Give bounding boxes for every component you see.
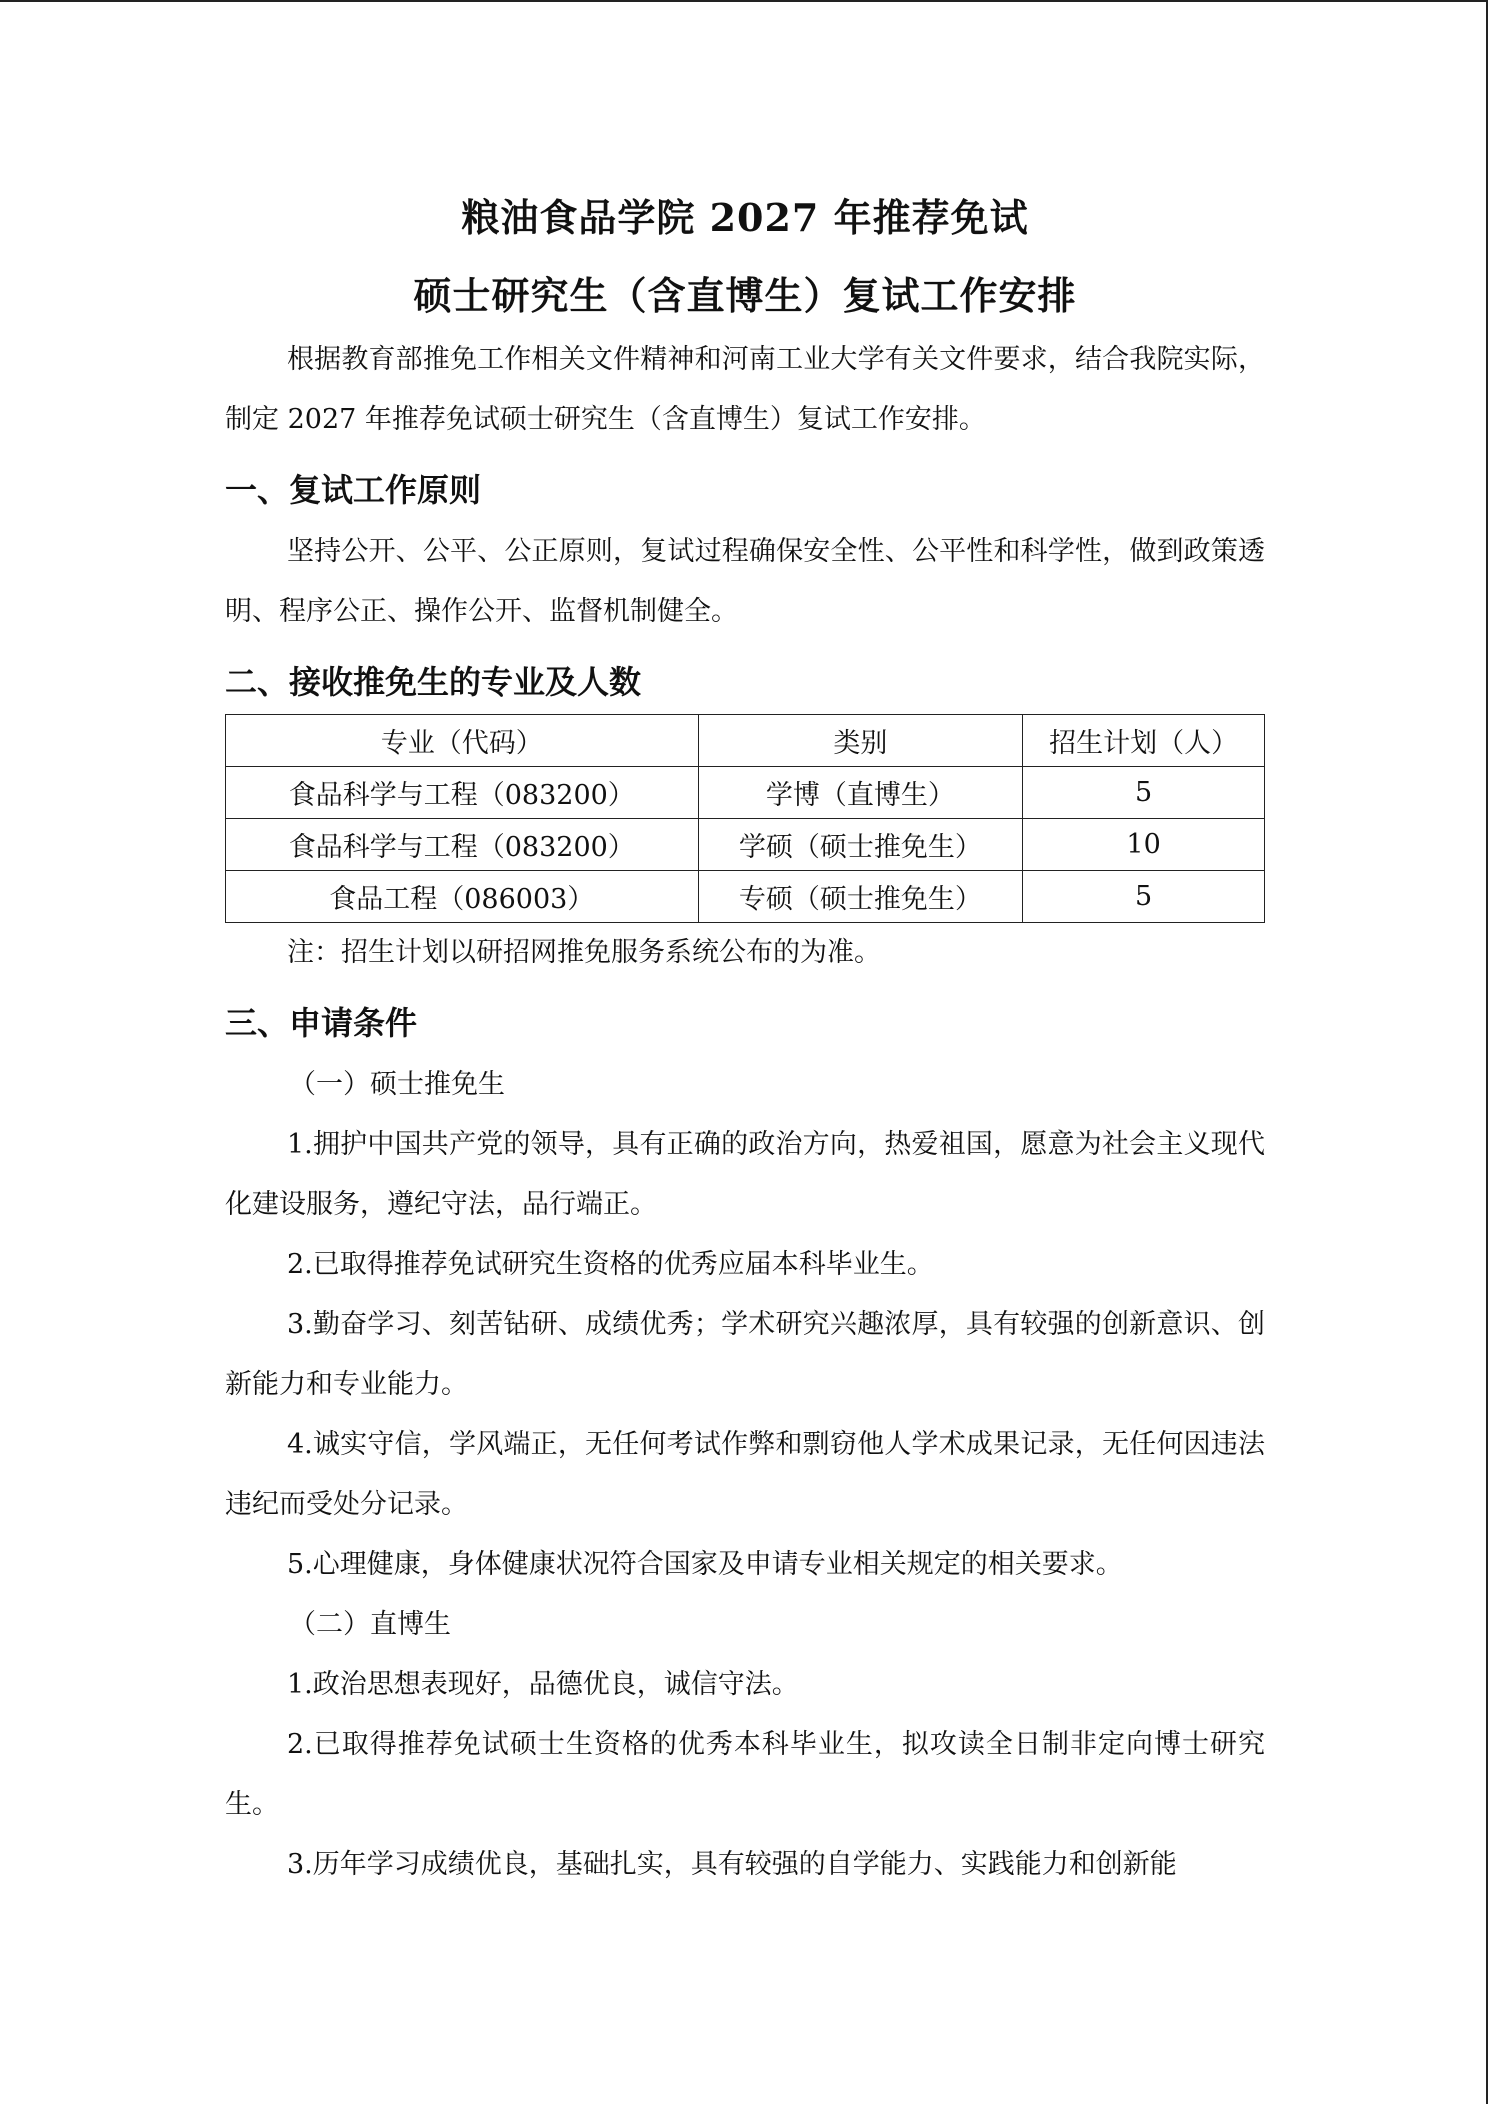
document-content	[225, 194, 1265, 1895]
table-row	[226, 819, 1265, 871]
table-header-cell: 类别	[698, 715, 1023, 767]
table-header-cell: 招生计划（人）	[1023, 715, 1265, 767]
section2-heading: 二、接收推免生的专业及人数	[225, 663, 642, 701]
table-cell: 学硕（硕士推免生）	[698, 819, 1023, 871]
section1-paragraph: 坚持公开、公平、公正原则，复试过程确保安全性、公平性和科学性，做到政策透明、程序公正、操作公开、监督机制健全。	[225, 536, 1265, 627]
section1-heading: 一、复试工作原则	[225, 471, 482, 509]
list-item: 1.政治思想表现好，品德优良，诚信守法。	[287, 1669, 799, 1700]
list-item: 2.已取得推荐免试研究生资格的优秀应届本科毕业生。	[287, 1249, 934, 1280]
list-item: 3.勤奋学习、刻苦钻研、成绩优秀；学术研究兴趣浓厚，具有较强的创新意识、创新能力和专业能力。	[225, 1309, 1265, 1400]
subsection-heading-master: （一）硕士推免生	[289, 1069, 505, 1100]
table-row	[226, 871, 1265, 923]
document-title-line2: 硕士研究生（含直博生）复试工作安排	[413, 273, 1077, 318]
table-header-cell: 专业（代码）	[226, 715, 699, 767]
list-item: 1.拥护中国共产党的领导，具有正确的政治方向，热爱祖国，愿意为社会主义现代化建设服务，遵纪守法，品行端正。	[225, 1129, 1265, 1220]
table-note: 注：招生计划以研招网推免服务系统公布的为准。	[287, 937, 881, 968]
quota-table	[225, 714, 1265, 923]
table-cell: 5	[1023, 871, 1265, 923]
table-cell: 10	[1023, 819, 1265, 871]
list-item: 3.历年学习成绩优良，基础扎实，具有较强的自学能力、实践能力和创新能	[287, 1849, 1177, 1880]
list-item: 4.诚实守信，学风端正，无任何考试作弊和剽窃他人学术成果记录，无任何因违法违纪而受处分记录。	[225, 1429, 1265, 1520]
table-row	[226, 767, 1265, 819]
table-cell: 食品工程（086003）	[226, 871, 699, 923]
list-item: 5.心理健康，身体健康状况符合国家及申请专业相关规定的相关要求。	[287, 1549, 1123, 1580]
table-header-row	[226, 715, 1265, 767]
section3-heading: 三、申请条件	[225, 1004, 418, 1042]
table-cell: 食品科学与工程（083200）	[226, 767, 699, 819]
table-cell: 食品科学与工程（083200）	[226, 819, 699, 871]
table-cell: 5	[1023, 767, 1265, 819]
document-title-line1: 粮油食品学院 2027 年推荐免试	[461, 195, 1029, 240]
list-item: 2.已取得推荐免试硕士生资格的优秀本科毕业生，拟攻读全日制非定向博士研究生。	[225, 1729, 1265, 1820]
subsection-heading-direct-phd: （二）直博生	[289, 1609, 451, 1640]
table-cell: 学博（直博生）	[698, 767, 1023, 819]
intro-paragraph: 根据教育部推免工作相关文件精神和河南工业大学有关文件要求，结合我院实际，制定 2027 年推荐免试硕士研究生（含直博生）复试工作安排。	[225, 344, 1265, 435]
table-cell: 专硕（硕士推免生）	[698, 871, 1023, 923]
